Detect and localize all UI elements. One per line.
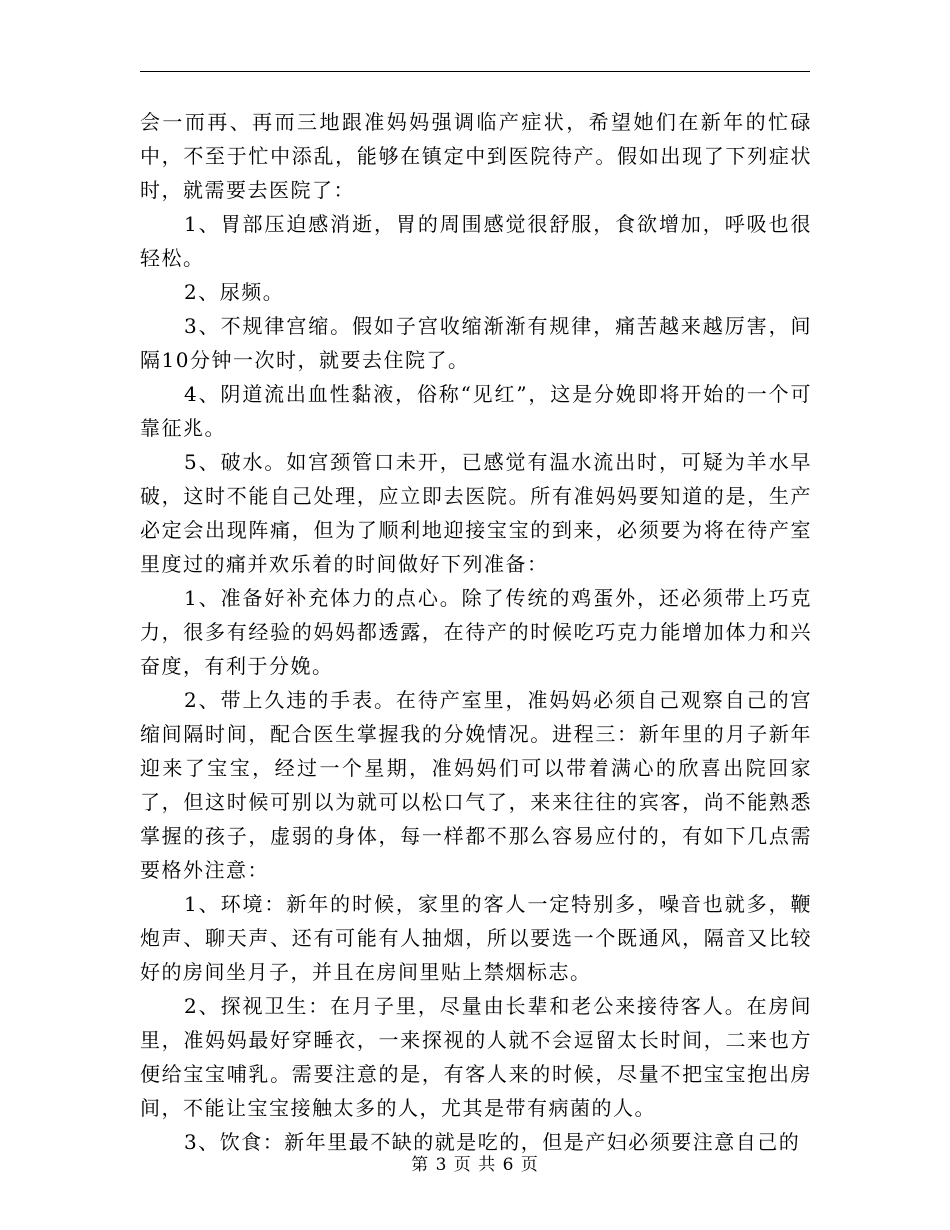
body-text [140,105,812,1159]
paragraph-prep-2: 2、带上久违的手表。在待产室里，准妈妈必须自己观察自己的宫缩间隔时间，配合医生掌握我的分娩情况。进程三：新年里的月子新年迎来了宝宝，经过一个星期，准妈妈们可以带着满心的欣喜出院回家了，但这时候可别以为就可以松口气了，来来往往的宾客，尚不能熟悉掌握的孩子，虚弱的身体，每一样都不那么容易应付的，有如下几点需要格外注意： [140,688,812,882]
paragraph-care-visit: 2、探视卫生：在月子里，尽量由长辈和老公来接待客人。在房间里，准妈妈最好穿睡衣，一来探视的人就不会逗留太长时间，二来也方便给宝宝哺乳。需要注意的是，有客人来的时候，尽量不把宝宝抱出房间，不能让宝宝接触太多的人，尤其是带有病菌的人。 [140,994,812,1120]
paragraph-symptom-3: 3、不规律宫缩。假如子宫收缩渐渐有规律，痛苦越来越厉害，间隔10分钟一次时，就要去住院了。 [140,314,812,372]
header-rule [140,71,810,72]
paragraph-symptom-2: 2、尿频。 [184,280,285,304]
paragraph-prep-1: 1、准备好补充体力的点心。除了传统的鸡蛋外，还必须带上巧克力，很多有经验的妈妈都透露，在待产的时候吃巧克力能增加体力和兴奋度，有利于分娩。 [140,586,812,678]
page-number: 第 3 页 共 6 页 [411,1155,539,1175]
paragraph-intro: 会一而再、再而三地跟准妈妈强调临产症状，希望她们在新年的忙碌中，不至于忙中添乱，能够在镇定中到医院待产。假如出现了下列症状时，就需要去医院了： [140,110,812,202]
paragraph-care-environment: 1、环境：新年的时候，家里的客人一定特别多，噪音也就多，鞭炮声、聊天声、还有可能有人抽烟，所以要选一个既通风，隔音又比较好的房间坐月子，并且在房间里贴上禁烟标志。 [140,892,812,984]
paragraph-symptom-1: 1、胃部压迫感消逝，胃的周围感觉很舒服，食欲增加，呼吸也很轻松。 [140,212,812,270]
paragraph-symptom-5: 5、破水。如宫颈管口未开，已感觉有温水流出时，可疑为羊水早破，这时不能自己处理，应立即去医院。所有准妈妈要知道的是，生产必定会出现阵痛，但为了顺利地迎接宝宝的到来，必须要为将在待产室里度过的痛并欢乐着的时间做好下列准备： [140,450,812,576]
paragraph-care-diet: 3、饮食：新年里最不缺的就是吃的，但是产妇必须要注意自己的 [184,1130,801,1154]
paragraph-symptom-4: 4、阴道流出血性黏液，俗称“见红”，这是分娩即将开始的一个可靠征兆。 [140,382,812,440]
